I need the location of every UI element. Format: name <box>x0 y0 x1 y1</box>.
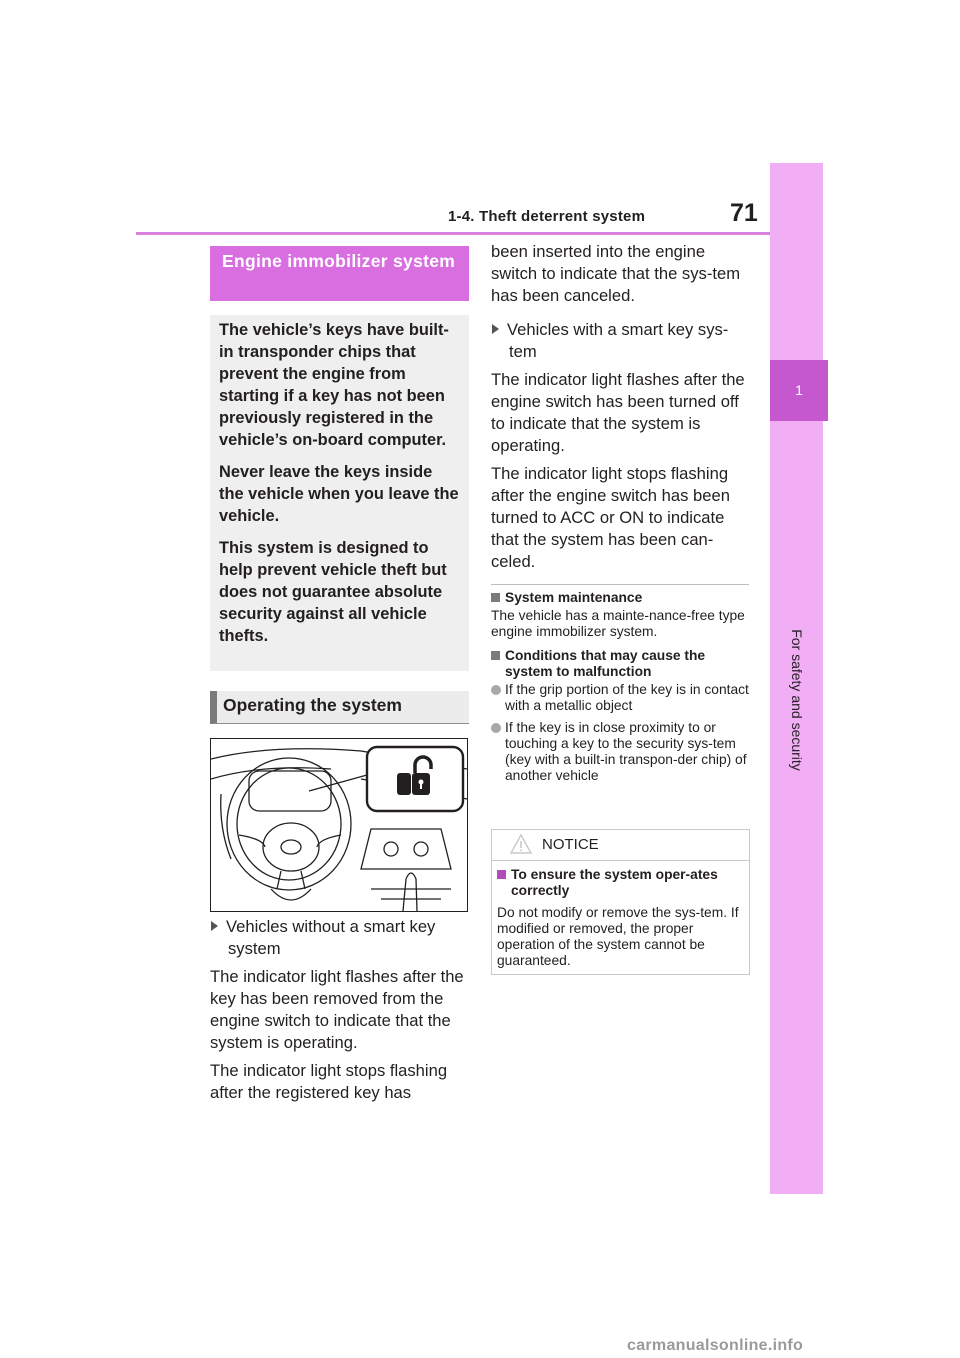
dashboard-illustration <box>210 738 468 912</box>
body-paragraph: The indicator light flashes after the key has been removed from the engine switch to indicate that the system is operating. <box>210 967 464 1052</box>
section-title: 1-4. Theft deterrent system <box>448 208 646 225</box>
summary-paragraph: Never leave the keys inside the vehicle when you leave the vehicle. <box>219 463 459 525</box>
chapter-label: For safety and security <box>789 629 805 771</box>
notice-text: Do not modify or remove the sys-tem. If modified or removed, the proper operation of the system cannot be guaranteed. <box>497 905 739 968</box>
section-heading-immobilizer: Engine immobilizer system <box>210 246 469 301</box>
note-heading <box>491 590 753 606</box>
square-bullet-icon <box>497 870 506 879</box>
list-item <box>210 916 470 960</box>
circle-bullet-icon <box>491 685 501 695</box>
column-1-text <box>210 916 470 1110</box>
bullet-text: Vehicles with a smart key sys-tem <box>507 320 729 361</box>
note-heading-text: Conditions that may cause the system to malfunction <box>505 648 706 679</box>
header-rule <box>136 232 770 235</box>
notice-heading-text: To ensure the system oper-ates correctly <box>511 867 718 898</box>
summary-paragraph: The vehicle’s keys have built-in transponder chips that prevent the engine from starting if a key has not been previously registered in the vehicle’s on-board computer. <box>219 321 449 449</box>
page-number: 71 <box>730 199 758 227</box>
condition-text: If the grip portion of the key is in contact with a metallic object <box>505 682 749 713</box>
circle-bullet-icon <box>491 723 501 733</box>
steering-wheel-drawing <box>211 739 467 911</box>
bullet-text: Vehicles without a smart key system <box>226 917 436 958</box>
notice-header <box>492 830 749 861</box>
chapter-number: 1 <box>770 360 828 421</box>
notice-body <box>492 861 749 969</box>
list-item <box>491 682 753 714</box>
watermark-site: carmanualsonline.info <box>627 1337 804 1354</box>
condition-text: If the key is in close proximity to or touching a key to the security sys-tem (key with a built-in transpon-der chip) of another vehicle <box>505 720 747 783</box>
list-item <box>491 720 753 784</box>
note-heading-text: System maintenance <box>505 590 643 605</box>
section-heading-operating: Operating the system <box>210 691 469 724</box>
warning-triangle-icon <box>510 834 532 854</box>
note-text: The vehicle has a mainte-nance-free type engine immobilizer system. <box>491 608 745 639</box>
body-paragraph: been inserted into the engine switch to indicate that the sys-tem has been canceled. <box>491 242 741 305</box>
list-item <box>491 319 751 363</box>
triangle-bullet-icon <box>211 921 218 931</box>
body-paragraph: The indicator light stops flashing after the engine switch has been turned to ACC or ON to indicate that the system has been can-celed. <box>491 464 730 571</box>
summary-paragraph: This system is designed to help prevent vehicle theft but does not guarantee absolute security against all vehicle thefts. <box>219 539 447 645</box>
summary-box <box>210 315 469 671</box>
notes-divider <box>491 584 749 585</box>
notice-heading <box>497 867 744 899</box>
notes <box>491 590 753 790</box>
square-bullet-icon <box>491 593 500 602</box>
triangle-bullet-icon <box>492 324 499 334</box>
body-paragraph: The indicator light stops flashing after the registered key has <box>210 1061 448 1102</box>
square-bullet-icon <box>491 651 500 660</box>
notice-box <box>491 829 750 975</box>
column-2-text <box>491 241 751 579</box>
body-paragraph: The indicator light flashes after the engine switch has been turned off to indicate that the system is operating. <box>491 370 745 455</box>
note-heading <box>491 648 753 680</box>
notice-title: NOTICE <box>542 836 599 853</box>
